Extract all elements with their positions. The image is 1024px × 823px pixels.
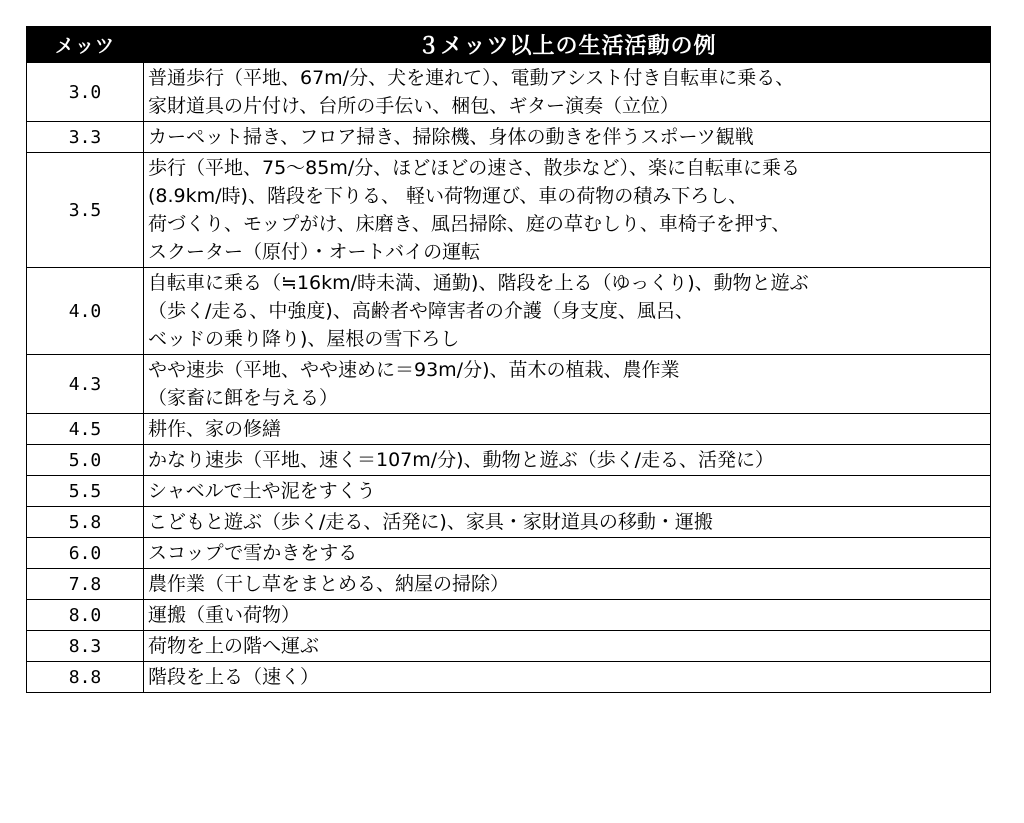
activity-text-line: 階段を上る（速く） — [148, 666, 320, 688]
mets-value-cell: 7.8 — [27, 569, 144, 600]
mets-value-cell: 6.0 — [27, 538, 144, 569]
activity-examples-cell — [144, 153, 991, 268]
table-row — [27, 507, 991, 538]
activity-examples-cell — [144, 662, 991, 693]
activity-examples-cell — [144, 445, 991, 476]
activity-examples-cell — [144, 63, 991, 122]
mets-value-cell: 4.3 — [27, 355, 144, 414]
table-row — [27, 662, 991, 693]
table-row — [27, 355, 991, 414]
activity-text-line: (8.9km/時)、階段を下りる、 軽い荷物運び、車の荷物の積み下ろし、 — [148, 185, 748, 207]
mets-value-cell: 4.0 — [27, 268, 144, 355]
mets-value-cell: 5.5 — [27, 476, 144, 507]
activity-text-line: こどもと遊ぶ（歩く/走る、活発に)、家具・家財道具の移動・運搬 — [148, 511, 713, 533]
activity-examples-cell — [144, 569, 991, 600]
mets-value-cell: 5.0 — [27, 445, 144, 476]
activity-examples-cell — [144, 268, 991, 355]
mets-value-cell: 8.3 — [27, 631, 144, 662]
activity-examples-cell — [144, 476, 991, 507]
mets-value-cell: 8.8 — [27, 662, 144, 693]
activity-text-line: ベッドの乗り降り)、屋根の雪下ろし — [148, 328, 460, 350]
activity-examples-cell — [144, 507, 991, 538]
mets-value-cell: 5.8 — [27, 507, 144, 538]
activity-text-line: シャベルで土や泥をすくう — [148, 480, 376, 502]
activity-text-line: やや速歩（平地、やや速めに＝93m/分)、苗木の植栽、農作業 — [148, 359, 680, 381]
activities-column-header: ３メッツ以上の生活活動の例 — [144, 27, 991, 63]
activity-text-line: 荷づくり、モップがけ、床磨き、風呂掃除、庭の草むしり、車椅子を押す、 — [148, 213, 791, 235]
activity-text-line: スクーター（原付）・オートバイの運転 — [148, 241, 481, 263]
activity-text-line: スコップで雪かきをする — [148, 542, 358, 564]
activity-text-line: 家財道具の片付け、台所の手伝い、梱包、ギター演奏（立位） — [148, 95, 680, 117]
mets-value-cell: 3.3 — [27, 122, 144, 153]
activity-text-line: 耕作、家の修繕 — [148, 418, 282, 440]
activity-text-line: 自転車に乗る（≒16km/時未満、通勤)、階段を上る（ゆっくり)、動物と遊ぶ — [148, 272, 809, 294]
activity-examples-cell — [144, 355, 991, 414]
activity-text-line: かなり速歩（平地、速く＝107m/分)、動物と遊ぶ（歩く/走る、活発に） — [148, 449, 774, 471]
table-row — [27, 476, 991, 507]
table-header-row — [27, 27, 991, 63]
activity-examples-cell — [144, 600, 991, 631]
activity-examples-cell — [144, 631, 991, 662]
mets-value-cell: 8.0 — [27, 600, 144, 631]
mets-value-cell: 3.5 — [27, 153, 144, 268]
table-row — [27, 153, 991, 268]
table-row — [27, 569, 991, 600]
table-row — [27, 445, 991, 476]
mets-value-cell: 3.0 — [27, 63, 144, 122]
table-row — [27, 63, 991, 122]
activity-text-line: 普通歩行（平地、67m/分、犬を連れて）、電動アシスト付き自転車に乗る、 — [148, 67, 795, 89]
table-row — [27, 268, 991, 355]
table-body — [27, 63, 991, 693]
activity-text-line: 運搬（重い荷物） — [148, 604, 301, 626]
mets-column-header: メッツ — [27, 27, 144, 63]
activity-text-line: 荷物を上の階へ運ぶ — [148, 635, 320, 657]
table-row — [27, 414, 991, 445]
activity-text-line: （歩く/走る、中強度)、高齢者や障害者の介護（身支度、風呂、 — [148, 300, 694, 322]
activity-examples-cell — [144, 538, 991, 569]
activity-text-line: 農作業（干し草をまとめる、納屋の掃除） — [148, 573, 510, 595]
activity-text-line: カーペット掃き、フロア掃き、掃除機、身体の動きを伴うスポーツ観戦 — [148, 126, 754, 148]
mets-value-cell: 4.5 — [27, 414, 144, 445]
activity-text-line: （家畜に餌を与える） — [148, 387, 339, 409]
mets-activity-table — [26, 26, 991, 693]
table-row — [27, 631, 991, 662]
activity-text-line: 歩行（平地、75～85m/分、ほどほどの速さ、散歩など）、楽に自転車に乗る — [148, 157, 801, 179]
activity-examples-cell — [144, 414, 991, 445]
table-row — [27, 600, 991, 631]
table-row — [27, 538, 991, 569]
activity-examples-cell — [144, 122, 991, 153]
table-row — [27, 122, 991, 153]
